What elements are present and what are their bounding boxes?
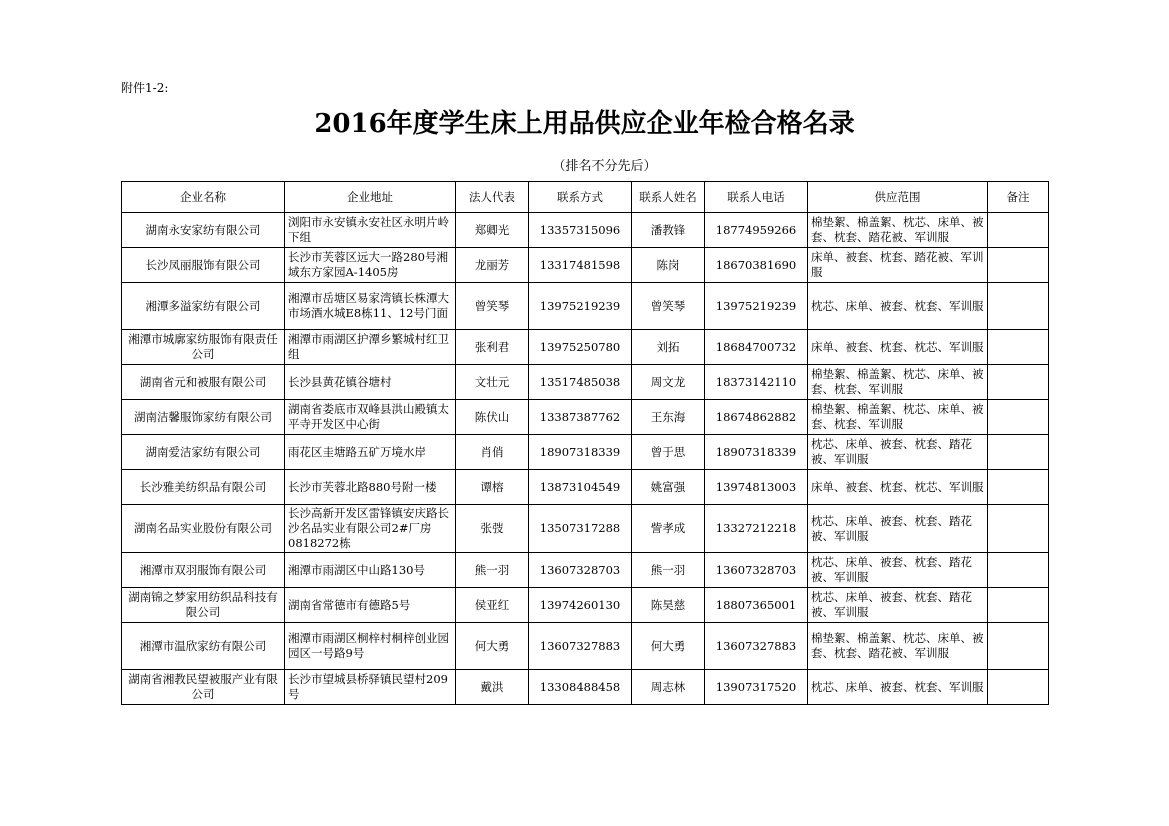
supply-scope-cell: 枕芯、床单、被套、枕套、军训服 [808,670,988,705]
contact-mobile-cell: 18670381690 [705,248,808,283]
contact-name-cell: 陈昊慈 [632,588,705,623]
company-name-cell: 湘潭市双羽服饰有限公司 [122,553,285,588]
table-row [122,623,1049,670]
company-address-cell: 长沙市芙蓉区远大一路280号湘域东方家园A-1405房 [285,248,456,283]
contact-mobile-cell: 18684700732 [705,330,808,365]
legal-representative-cell: 郑卿光 [456,213,529,248]
table-row [122,400,1049,435]
header-cell: 联系方式 [529,182,632,213]
header-cell: 联系人电话 [705,182,808,213]
contact-phone-cell: 13607328703 [529,553,632,588]
table-row [122,248,1049,283]
remarks-cell [988,213,1049,248]
header-cell: 企业名称 [122,182,285,213]
contact-mobile-cell: 13607327883 [705,623,808,670]
legal-representative-cell: 张利君 [456,330,529,365]
remarks-cell [988,505,1049,553]
company-address-cell: 湖南省常德市有德路5号 [285,588,456,623]
legal-representative-cell: 戴洪 [456,670,529,705]
contact-phone-cell: 13317481598 [529,248,632,283]
table-row [122,365,1049,400]
contact-mobile-cell: 18373142110 [705,365,808,400]
contact-mobile-cell: 13974813003 [705,470,808,505]
company-address-cell: 长沙县黄花镇谷塘村 [285,365,456,400]
supply-scope-cell: 床单、被套、枕套、踏花被、军训服 [808,248,988,283]
contact-name-cell: 熊一羽 [632,553,705,588]
remarks-cell [988,400,1049,435]
legal-representative-cell: 侯亚红 [456,588,529,623]
contact-name-cell: 何大勇 [632,623,705,670]
contact-name-cell: 曾笑琴 [632,283,705,330]
supply-scope-cell: 枕芯、床单、被套、枕套、踏花被、军训服 [808,505,988,553]
contact-mobile-cell: 18774959266 [705,213,808,248]
remarks-cell [988,553,1049,588]
table-row [122,588,1049,623]
supply-scope-cell: 棉垫絮、棉盖絮、枕芯、床单、被套、枕套、踏花被、军训服 [808,213,988,248]
legal-representative-cell: 曾笑琴 [456,283,529,330]
table-row [122,505,1049,553]
contact-name-cell: 刘拓 [632,330,705,365]
company-name-cell: 湖南名品实业股份有限公司 [122,505,285,553]
company-address-cell: 湖南省娄底市双峰县洪山殿镇太平寺开发区中心街 [285,400,456,435]
table-header-row [122,182,1049,213]
supply-scope-cell: 枕芯、床单、被套、枕套、军训服 [808,283,988,330]
company-address-cell: 长沙市望城县桥驿镇民望村209号 [285,670,456,705]
page-title: 2016年度学生床上用品供应企业年检合格名录 [314,109,855,139]
remarks-cell [988,470,1049,505]
company-address-cell: 长沙高新开发区雷锋镇安庆路长沙名品实业有限公司2#厂房0818272栋 [285,505,456,553]
header-cell: 企业地址 [285,182,456,213]
contact-phone-cell: 13607327883 [529,623,632,670]
company-address-cell: 雨花区圭塘路五矿万境水岸 [285,435,456,470]
contact-phone-cell: 13974260130 [529,588,632,623]
company-address-cell: 湘潭市岳塘区易家湾镇长株潭大市场酒水城E8栋11、12号门面 [285,283,456,330]
contact-mobile-cell: 18674862882 [705,400,808,435]
company-name-cell: 湖南省湘教民望被服产业有限公司 [122,670,285,705]
header-cell: 法人代表 [456,182,529,213]
remarks-cell [988,588,1049,623]
contact-mobile-cell: 13327212218 [705,505,808,553]
table-row [122,213,1049,248]
company-address-cell: 湘潭市雨湖区护潭乡繁城村红卫组 [285,330,456,365]
remarks-cell [988,365,1049,400]
contact-phone-cell: 13507317288 [529,505,632,553]
legal-representative-cell: 张弢 [456,505,529,553]
supply-scope-cell: 棉垫絮、棉盖絮、枕芯、床单、被套、枕套、军训服 [808,365,988,400]
contact-phone-cell: 13873104549 [529,470,632,505]
contact-phone-cell: 13975250780 [529,330,632,365]
contact-mobile-cell: 13975219239 [705,283,808,330]
table-body [122,213,1049,705]
legal-representative-cell: 文壮元 [456,365,529,400]
legal-representative-cell: 谭榕 [456,470,529,505]
contact-name-cell: 王东海 [632,400,705,435]
supply-scope-cell: 枕芯、床单、被套、枕套、踏花被、军训服 [808,435,988,470]
remarks-cell [988,283,1049,330]
company-name-cell: 湘潭多溢家纺有限公司 [122,283,285,330]
contact-name-cell: 潘教锋 [632,213,705,248]
company-address-cell: 长沙市芙蓉北路880号附一楼 [285,470,456,505]
remarks-cell [988,248,1049,283]
company-address-cell: 湘潭市雨湖区中山路130号 [285,553,456,588]
page-subtitle: （排名不分先后） [552,159,657,174]
contact-phone-cell: 13387387762 [529,400,632,435]
remarks-cell [988,623,1049,670]
table-row [122,330,1049,365]
company-name-cell: 湖南洁馨服饰家纺有限公司 [122,400,285,435]
table-row [122,553,1049,588]
supply-scope-cell: 棉垫絮、棉盖絮、枕芯、床单、被套、枕套、踏花被、军训服 [808,623,988,670]
remarks-cell [988,670,1049,705]
table-row [122,670,1049,705]
contact-mobile-cell: 13907317520 [705,670,808,705]
contact-name-cell: 訾孝成 [632,505,705,553]
table-row [122,470,1049,505]
supply-scope-cell: 枕芯、床单、被套、枕套、踏花被、军训服 [808,588,988,623]
contact-name-cell: 曾于思 [632,435,705,470]
legal-representative-cell: 熊一羽 [456,553,529,588]
supply-scope-cell: 枕芯、床单、被套、枕套、踏花被、军训服 [808,553,988,588]
contact-phone-cell: 13308488458 [529,670,632,705]
company-name-cell: 湖南锦之梦家用纺织品科技有限公司 [122,588,285,623]
contact-phone-cell: 13517485038 [529,365,632,400]
company-name-cell: 湘潭市温欣家纺有限公司 [122,623,285,670]
contact-name-cell: 姚富强 [632,470,705,505]
contact-name-cell: 陈岗 [632,248,705,283]
legal-representative-cell: 龙丽芳 [456,248,529,283]
header-cell: 备注 [988,182,1049,213]
contact-phone-cell: 13357315096 [529,213,632,248]
supply-scope-cell: 床单、被套、枕套、枕芯、军训服 [808,470,988,505]
legal-representative-cell: 肖俏 [456,435,529,470]
contact-mobile-cell: 18807365001 [705,588,808,623]
contact-mobile-cell: 18907318339 [705,435,808,470]
contact-phone-cell: 18907318339 [529,435,632,470]
supply-scope-cell: 棉垫絮、棉盖絮、枕芯、床单、被套、枕套、军训服 [808,400,988,435]
enterprise-table [121,181,1049,705]
company-name-cell: 长沙凤丽服饰有限公司 [122,248,285,283]
company-name-cell: 湘潭市城廓家纺服饰有限责任公司 [122,330,285,365]
remarks-cell [988,330,1049,365]
legal-representative-cell: 陈伏山 [456,400,529,435]
table-row [122,435,1049,470]
company-name-cell: 湖南永安家纺有限公司 [122,213,285,248]
legal-representative-cell: 何大勇 [456,623,529,670]
company-name-cell: 湖南省元和被服有限公司 [122,365,285,400]
contact-name-cell: 周文龙 [632,365,705,400]
company-name-cell: 长沙雅美纺织品有限公司 [122,470,285,505]
header-cell: 供应范围 [808,182,988,213]
company-address-cell: 湘潭市雨湖区桐梓村桐梓创业园园区一号路9号 [285,623,456,670]
contact-phone-cell: 13975219239 [529,283,632,330]
remarks-cell [988,435,1049,470]
company-name-cell: 湖南爱洁家纺有限公司 [122,435,285,470]
supply-scope-cell: 床单、被套、枕套、枕芯、军训服 [808,330,988,365]
company-address-cell: 浏阳市永安镇永安社区永明片岭下组 [285,213,456,248]
contact-name-cell: 周志林 [632,670,705,705]
table-row [122,283,1049,330]
attachment-label: 附件1-2: [121,81,169,95]
header-cell: 联系人姓名 [632,182,705,213]
contact-mobile-cell: 13607328703 [705,553,808,588]
